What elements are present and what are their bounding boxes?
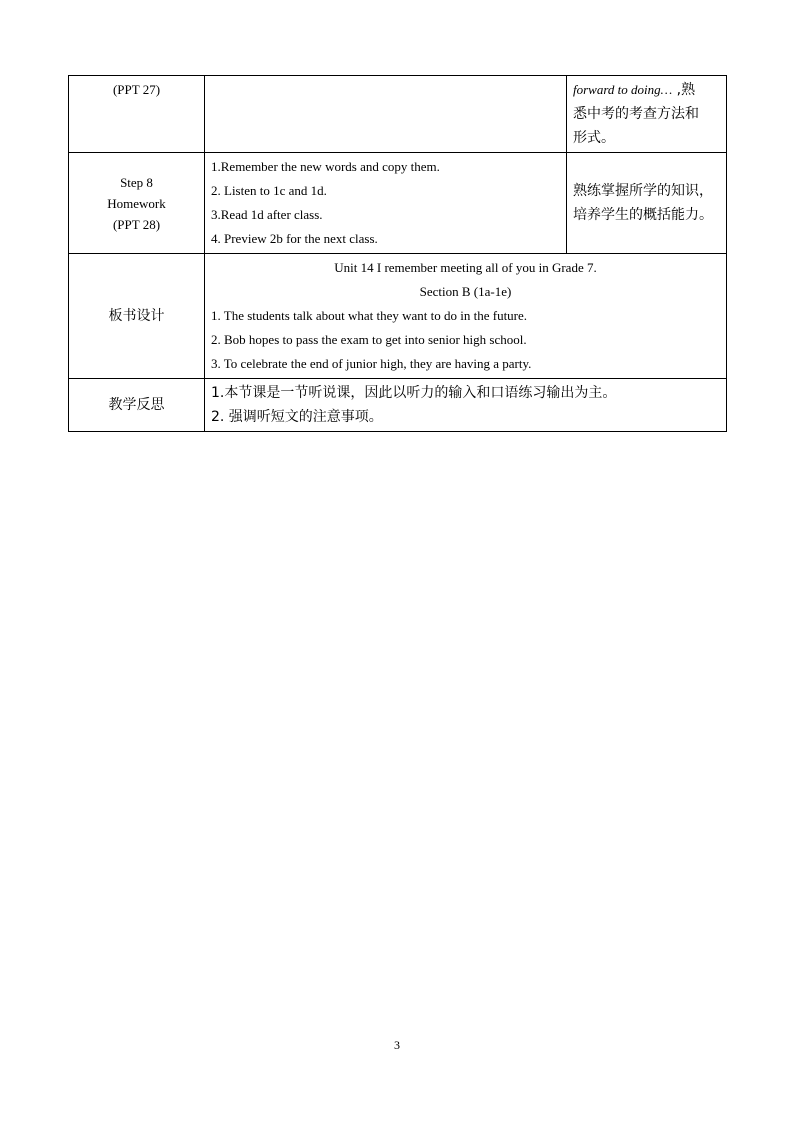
purpose-line: 熟练掌握所学的知识， <box>573 183 713 199</box>
purpose-cell <box>567 76 727 153</box>
board-point: 2. Bob hopes to pass the exam to get into senior high school. <box>211 332 527 347</box>
purpose-line: 悉中考的考查方法和 <box>573 106 699 122</box>
step-cell <box>69 76 205 153</box>
step-name: Homework <box>107 195 166 211</box>
reflection-label: 教学反思 <box>108 397 165 413</box>
activity-item: 2. Listen to 1c and 1d. <box>211 183 327 198</box>
table-row-ppt27 <box>69 76 727 153</box>
board-design-label-cell <box>69 254 205 379</box>
activity-item: 4. Preview 2b for the next class. <box>211 231 378 246</box>
purpose-line: 形式。 <box>573 130 615 146</box>
step-ppt: (PPT 28) <box>112 216 161 232</box>
purpose-line: 培养学生的概括能力。 <box>573 207 713 223</box>
reflection-point: 2. 强调听短文的注意事项。 <box>211 409 383 425</box>
table-row-step8 <box>69 153 727 254</box>
board-section: Section B (1a-1e) <box>419 284 512 299</box>
purpose-tail-text: ,熟 <box>672 82 696 98</box>
step-label: (PPT 27) <box>112 82 161 97</box>
purpose-italic-text: forward to doing… <box>573 82 673 97</box>
reflection-content-cell <box>205 379 727 432</box>
activity-item: 3.Read 1d after class. <box>211 207 323 222</box>
board-point: 3. To celebrate the end of junior high, they are having a party. <box>211 356 532 371</box>
board-design-label: 板书设计 <box>108 308 165 324</box>
page-number: 3 <box>394 1038 400 1052</box>
reflection-label-cell <box>69 379 205 432</box>
table-row-board-design <box>69 254 727 379</box>
table-row-reflection <box>69 379 727 432</box>
board-point: 1. The students talk about what they want to do in the future. <box>211 308 528 323</box>
activities-cell <box>205 76 567 153</box>
step-title: Step 8 <box>120 174 153 190</box>
activities-cell <box>205 153 567 254</box>
purpose-cell <box>567 153 727 254</box>
reflection-point: 1.本节课是一节听说课，因此以听力的输入和口语练习输出为主。 <box>211 385 617 401</box>
board-design-content-cell <box>205 254 727 379</box>
step-cell <box>69 153 205 254</box>
lesson-plan-table <box>68 75 727 432</box>
board-title: Unit 14 I remember meeting all of you in Grade 7. <box>334 260 597 275</box>
activity-item: 1.Remember the new words and copy them. <box>211 159 440 174</box>
